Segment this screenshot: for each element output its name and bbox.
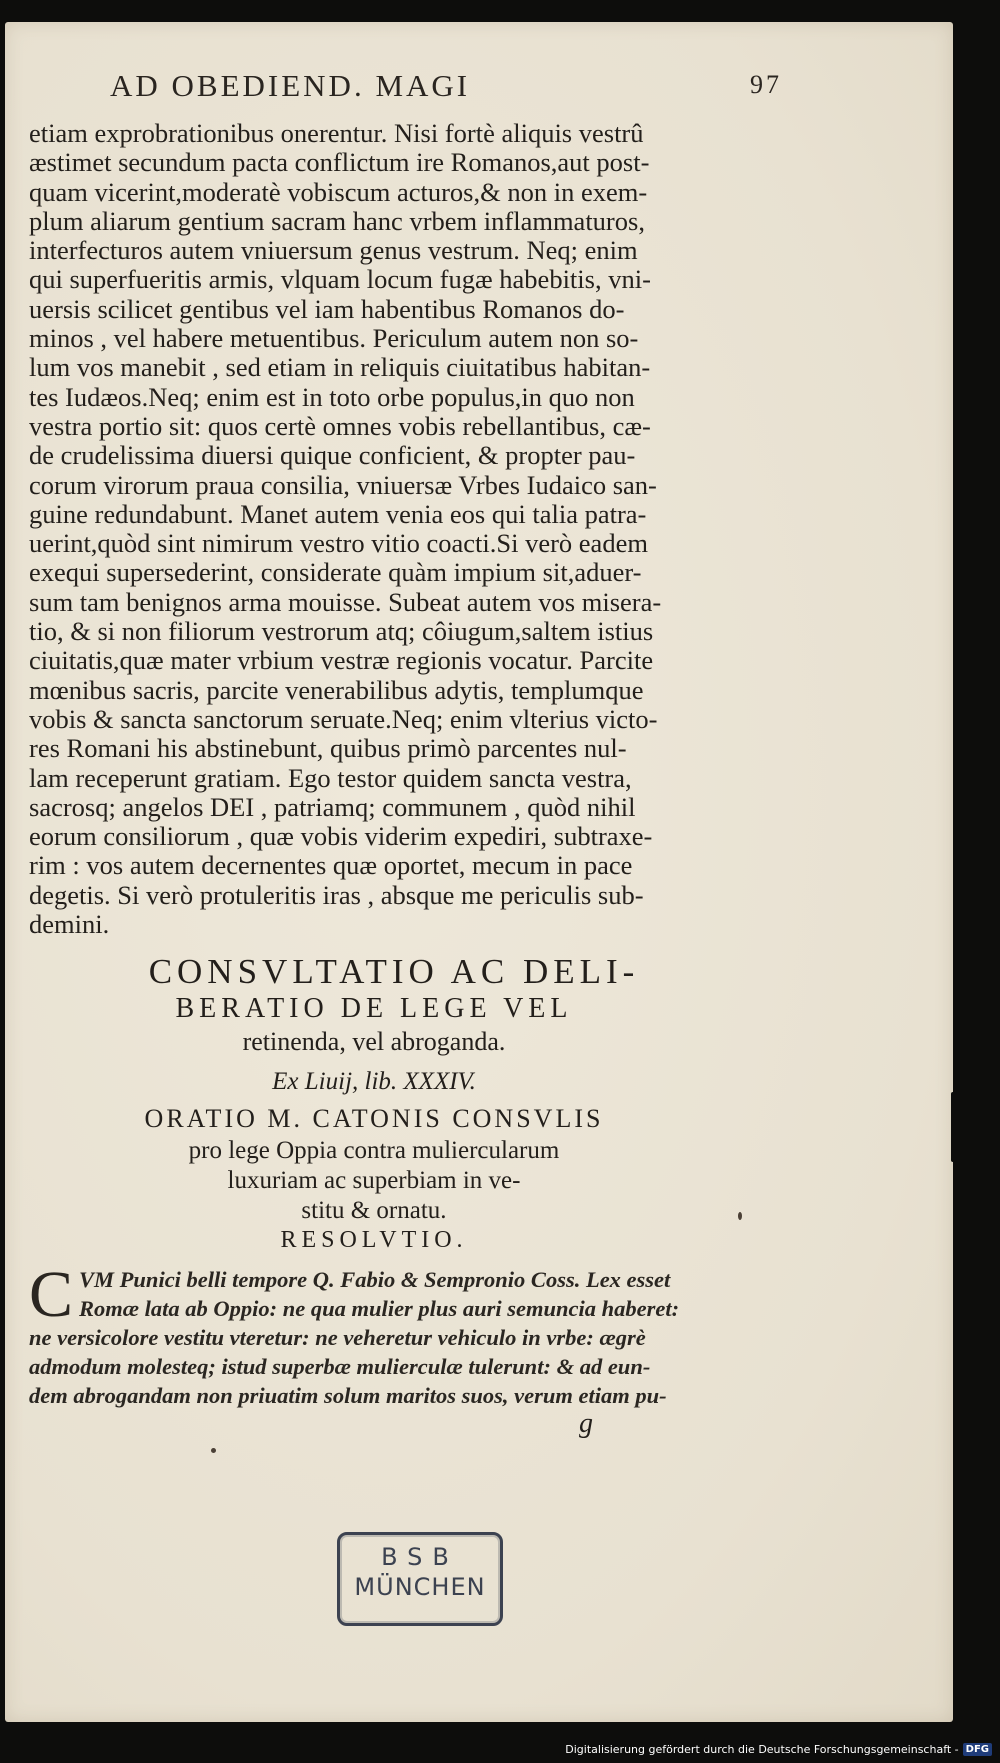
text-line: rim : vos autem decernentes quæ oportet, mecum in pace [29, 850, 633, 881]
section-title: RESOLVTIO. [280, 1227, 468, 1253]
text-line: etiam exprobrationibus onerentur. Nisi fortè aliquis vestrû [29, 118, 644, 148]
text-line: vestra portio sit: quos certè omnes vobis rebellantibus, cæ- [29, 410, 651, 441]
running-head-title: AD OBEDIEND. MAGI [110, 68, 471, 103]
text-line: quam vicerint,moderatè vobiscum acturos,& non in exem- [29, 176, 648, 207]
footer-text: Digitalisierung gefördert durch die Deutsche Forschungsgemeinschaft - [565, 1742, 959, 1756]
text-line: vobis & sancta sanctorum seruate.Neq; enim vlterius victo- [29, 703, 658, 734]
text-line: tes Iudæos.Neq; enim est in toto orbe populus,in quo non [29, 381, 635, 412]
text-line: plum aliarum gentium sacram hanc vrbem inflammaturos, [29, 205, 645, 236]
heading-line: CONSVLTATIO AC DELI- [148, 952, 640, 991]
running-head [110, 68, 900, 118]
italic-line: VM Punici belli tempore Q. Fabio & Sempronio Coss. Lex esset [79, 1267, 671, 1292]
text-line: res Romani his abstinebunt, quibus primò parcentes nul- [29, 733, 627, 764]
heading-line: pro lege Oppia contra muliercularum [188, 1137, 560, 1164]
italic-line: dem abrogandam non priuatim solum maritos suos, verum etiam pu- [29, 1383, 667, 1408]
text-line: tio, & si non filiorum vestrorum atq; côiugum,saltem istius [29, 616, 654, 647]
page-edge-tear [951, 1092, 957, 1162]
text-line: interfecturos autem vniuersum genus vestrum. Neq; enim [29, 235, 638, 266]
text-line: eorum consiliorum , quæ vobis viderim expediri, subtraxe- [29, 821, 653, 852]
text-line: mœnibus sacris, parcite venerabilibus adytis, templumque [29, 674, 644, 705]
heading-line: ORATIO M. CATONIS CONSVLIS [144, 1104, 604, 1133]
text-line: æstimet secundum pacta conflictum ire Romanos,aut post- [29, 147, 650, 178]
italic-line: ne versicolore vestitu vteretur: ne veheretur vehiculo in vrbe: ægrè [29, 1325, 646, 1350]
heading-line: retinenda, vel abroganda. [242, 1027, 506, 1056]
folio-number: 97 [750, 70, 782, 99]
text-line: qui superfueritis armis, vlquam locum fugæ habebitis, vni- [29, 264, 651, 295]
heading-block [29, 952, 719, 1226]
text-line: sacrosq; angelos DEI , patriamq; communem , quòd nihil [29, 791, 636, 822]
text-line: lam receperunt gratiam. Ego testor quidem sancta vestra, [29, 762, 632, 793]
heading-line: BERATIO DE LEGE VEL [175, 993, 573, 1024]
paper-spot [211, 1448, 216, 1453]
signature-mark: g [579, 1408, 593, 1439]
stamp-line: BSB [381, 1543, 459, 1571]
heading-line: luxuriam ac superbiam in ve- [227, 1167, 521, 1194]
stamp-line: MÜNCHEN [354, 1573, 486, 1601]
library-stamp [337, 1532, 503, 1626]
italic-summary [29, 1258, 719, 1410]
drop-cap: C [29, 1258, 74, 1331]
italic-line: Romæ lata ab Oppio: ne qua mulier plus auri semuncia haberet: [79, 1296, 680, 1321]
text-line: lum vos manebit , sed etiam in reliquis ciuitatibus habitan- [29, 352, 651, 383]
digitization-footer [565, 1739, 992, 1759]
text-line: de crudelissima diuersi quique conficient, & propter pau- [29, 440, 636, 471]
dfg-logo: DFG [963, 1743, 992, 1756]
text-line: guine redundabunt. Manet autem venia eos qui talia patra- [29, 498, 647, 529]
text-line: uersis scilicet gentibus vel iam habentibus Romanos do- [29, 293, 625, 324]
text-line: demini. [29, 909, 110, 940]
text-line: uerint,quòd sint nimirum vestro vitio coacti.Si verò eadem [29, 528, 648, 559]
text-line: minos , vel habere metuentibus. Periculum autem non so- [29, 323, 639, 354]
text-line: sum tam benignos arma mouisse. Subeat autem vos misera- [29, 586, 662, 617]
italic-line: admodum molesteq; istud superbæ mulierculæ tulerunt: & ad eun- [29, 1354, 651, 1379]
text-line: corum virorum praua consilia, vniuersæ Vrbes Iudaico san- [29, 469, 657, 500]
text-line: ciuitatis,quæ mater vrbium vestræ regionis vocatur. Parcite [29, 645, 654, 676]
source-citation: Ex Liuij, lib. XXXIV. [272, 1068, 476, 1095]
text-line: exequi supersederint, considerate quàm impium sit,aduer- [29, 557, 642, 588]
heading-line: stitu & ornatu. [301, 1197, 447, 1224]
paper-spot [738, 1212, 742, 1220]
text-line: degetis. Si verò protuleritis iras , absque me periculis sub- [29, 879, 644, 910]
book-page [5, 22, 953, 1722]
body-text [29, 119, 719, 939]
